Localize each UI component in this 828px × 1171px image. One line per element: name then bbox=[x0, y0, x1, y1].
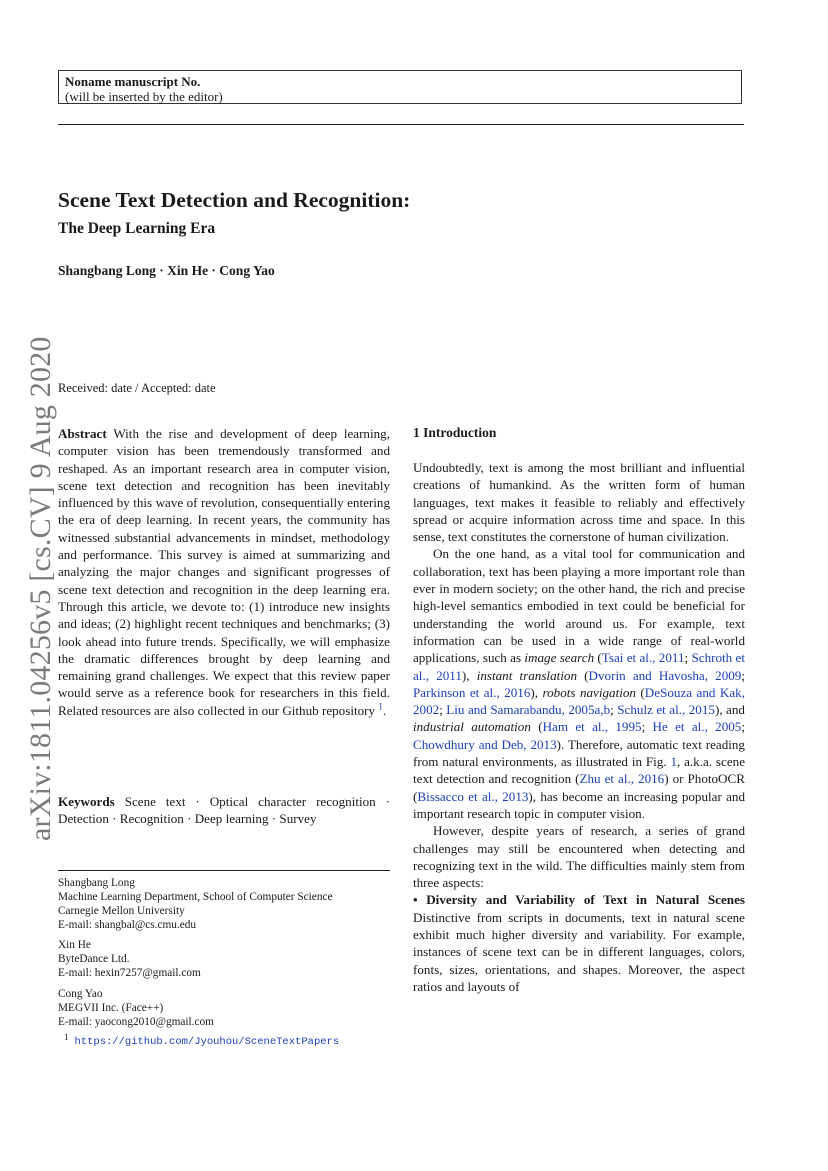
intro-paragraph-2: On the one hand, as a vital tool for communication and collaboration, text has been playing a more important role than ever in modern society; on the other hand, the rich and precise high-level semantics embodied in text could be beneficial for understanding the world around us. For example, text information can be used in a wide range of real-world applications, such as image search (Tsai et al., 2011; Schroth et al., 2011), instant translation (Dvorin and Havosha, 2009; Parkinson et al., 2016), robots navigation (DeSouza and Kak, 2002; Liu and Samarabandu, 2005a,b; Schulz et al., 2015), and industrial automation (Ham et al., 1995; He et al., 2005; Chowdhury and Deb, 2013). Therefore, automatic text reading from natural environments, as illustrated in Fig. 1, a.k.a. scene text detection and recognition (Zhu et al., 2016) or PhotoOCR (Bissacco et al., 2013), has become an increasing popular and important research topic in computer vision. bbox=[413, 546, 746, 821]
manuscript-number: Noname manuscript No. bbox=[65, 74, 201, 89]
introduction-body bbox=[413, 459, 745, 995]
footnote-ref[interactable]: 1 bbox=[378, 701, 383, 712]
affiliation-line: Xin He bbox=[58, 939, 91, 951]
author-list: Shangbang Long · Xin He · Cong Yao bbox=[58, 263, 275, 278]
intro-paragraph-3: However, despite years of research, a series of grand challenges may still be encountered when detecting and recognizing text in the wild. The difficulties mainly stem from three aspects: bbox=[413, 823, 745, 891]
text-span: ). Therefore, automatic text reading from natural environments, as illustrated in Fig. bbox=[413, 736, 745, 770]
citation-link[interactable]: Dvorin and Havosha, 2009 bbox=[588, 667, 742, 683]
citation-link[interactable]: Zhu et al., 2016 bbox=[579, 771, 665, 787]
affiliation-long bbox=[58, 876, 333, 932]
affiliation-line: Carnegie Mellon University bbox=[58, 905, 185, 917]
abstract-text: With the rise and development of deep learning, computer vision has been tremendously transformed and reshaped. As an important research area in computer vision, scene text detection and recognition has been inevitably influenced by this wave of revolution, consequentially entering the era of deep learning. In recent years, the community has witnessed substantial advancements in mindset, methodology and performance. This survey is aimed at summarizing and analyzing the major changes and significant progresses of scene text detection and recognition in the deep learning era. Through this article, we devote to: (1) introduce new insights and ideas; (2) highlight recent techniques and benchmarks; (3) look ahead into future trends. Specifically, we will emphasize the dramatic differences brought by deep learning and remaining grand challenges. We expect that this review paper would serve as a reference book for researchers in this field. Related resources are also collected in our Github repository bbox=[58, 426, 390, 718]
footnote-rule bbox=[58, 870, 390, 871]
bullet-heading: • Diversity and Variability of Text in Natural Scenes bbox=[413, 892, 745, 908]
intro-paragraph-1: Undoubtedly, text is among the most brilliant and influential creations of humankind. As the written form of human languages, text makes it feasible to reliably and effectively spread or acquire information across time and space. In this sense, text constitutes the cornerstone of human civilization. bbox=[413, 460, 745, 545]
abstract-label: Abstract bbox=[58, 426, 107, 441]
keywords bbox=[58, 793, 390, 828]
citation-link[interactable]: Schroth et al., 2011 bbox=[413, 650, 745, 683]
paper-subtitle: The Deep Learning Era bbox=[58, 220, 216, 237]
paper-title: Scene Text Detection and Recognition: bbox=[58, 188, 411, 212]
bullet-text: Distinctive from scripts in documents, text in natural scene exhibit much higher diversity and variability. For example, instances of scene text can be in different languages, colors, fonts, sizes, orientations, and shapes. Moreover, the aspect ratios and layouts of bbox=[413, 909, 745, 994]
text-span: , a.k.a. scene text detection and recognition ( bbox=[413, 754, 746, 787]
affiliation-line: ByteDance Ltd. bbox=[58, 953, 130, 965]
footnote bbox=[64, 1032, 340, 1048]
italic-term: robots navigation bbox=[542, 684, 636, 700]
affiliation-he bbox=[58, 938, 201, 980]
abstract bbox=[58, 425, 390, 719]
keywords-text: Scene text · Optical character recognition · Detection · Recognition · Deep learning · Survey bbox=[58, 794, 390, 827]
keywords-label: Keywords bbox=[58, 794, 115, 809]
text-span: ) or PhotoOCR ( bbox=[413, 771, 745, 804]
affiliation-line: MEGVII Inc. (Face++) bbox=[58, 1002, 164, 1014]
citation-link[interactable]: Liu and Samarabandu, 2005a,b bbox=[446, 702, 611, 718]
affiliation-line: Shangbang Long bbox=[58, 877, 135, 889]
received-date: Received: date / Accepted: date bbox=[58, 381, 216, 395]
abstract-end: . bbox=[382, 702, 387, 718]
header-rule bbox=[58, 124, 744, 125]
figure-link[interactable]: 1 bbox=[670, 754, 677, 770]
italic-term: instant translation bbox=[476, 667, 577, 683]
citation-link[interactable]: DeSouza and Kak, 2002 bbox=[413, 684, 745, 718]
affiliation-line: Cong Yao bbox=[58, 988, 103, 1000]
affiliation-yao bbox=[58, 987, 214, 1029]
github-link[interactable]: https://github.com/Jyouhou/SceneTextPapers bbox=[74, 1036, 340, 1048]
arxiv-stamp: arXiv:1811.04256v5 [cs.CV] 9 Aug 2020 bbox=[24, 336, 57, 841]
text-span: On the one hand, as a vital tool for communication and collaboration, text has been playing a more important role than ever in modern society; on the other hand, the rich and precise high-level semantics embodied in text could be beneficial for understanding the world around us. For example, text information can be used in a wide range of real-world applications, such as bbox=[413, 546, 745, 666]
text-span: ), has become an increasing popular and important research topic in computer vision. bbox=[413, 788, 746, 821]
citation-link[interactable]: Ham et al., 1995 bbox=[542, 719, 642, 735]
affiliation-email: E-mail: hexin7257@gmail.com bbox=[58, 967, 201, 979]
footnote-number: 1 bbox=[64, 1032, 69, 1042]
affiliation-line: Machine Learning Department, School of Computer Science bbox=[58, 891, 333, 903]
affiliation-email: E-mail: shangbal@cs.cmu.edu bbox=[58, 919, 197, 931]
citation-link[interactable]: He et al., 2005 bbox=[652, 719, 742, 735]
section-heading-introduction: 1 Introduction bbox=[413, 425, 497, 440]
italic-term: image search bbox=[524, 650, 595, 666]
intro-bullet-diversity bbox=[413, 891, 745, 995]
citation-link[interactable]: Schulz et al., 2015 bbox=[617, 702, 715, 718]
manuscript-box bbox=[58, 70, 742, 104]
citation-link[interactable]: Tsai et al., 2011 bbox=[601, 650, 685, 666]
manuscript-note: (will be inserted by the editor) bbox=[65, 89, 223, 104]
affiliation-email: E-mail: yaocong2010@gmail.com bbox=[58, 1016, 214, 1028]
citation-link[interactable]: Chowdhury and Deb, 2013 bbox=[413, 736, 557, 752]
citation-link[interactable]: Bissacco et al., 2013 bbox=[417, 788, 529, 804]
citation-link[interactable]: Parkinson et al., 2016 bbox=[413, 684, 531, 700]
italic-term: industrial automation bbox=[413, 719, 531, 735]
